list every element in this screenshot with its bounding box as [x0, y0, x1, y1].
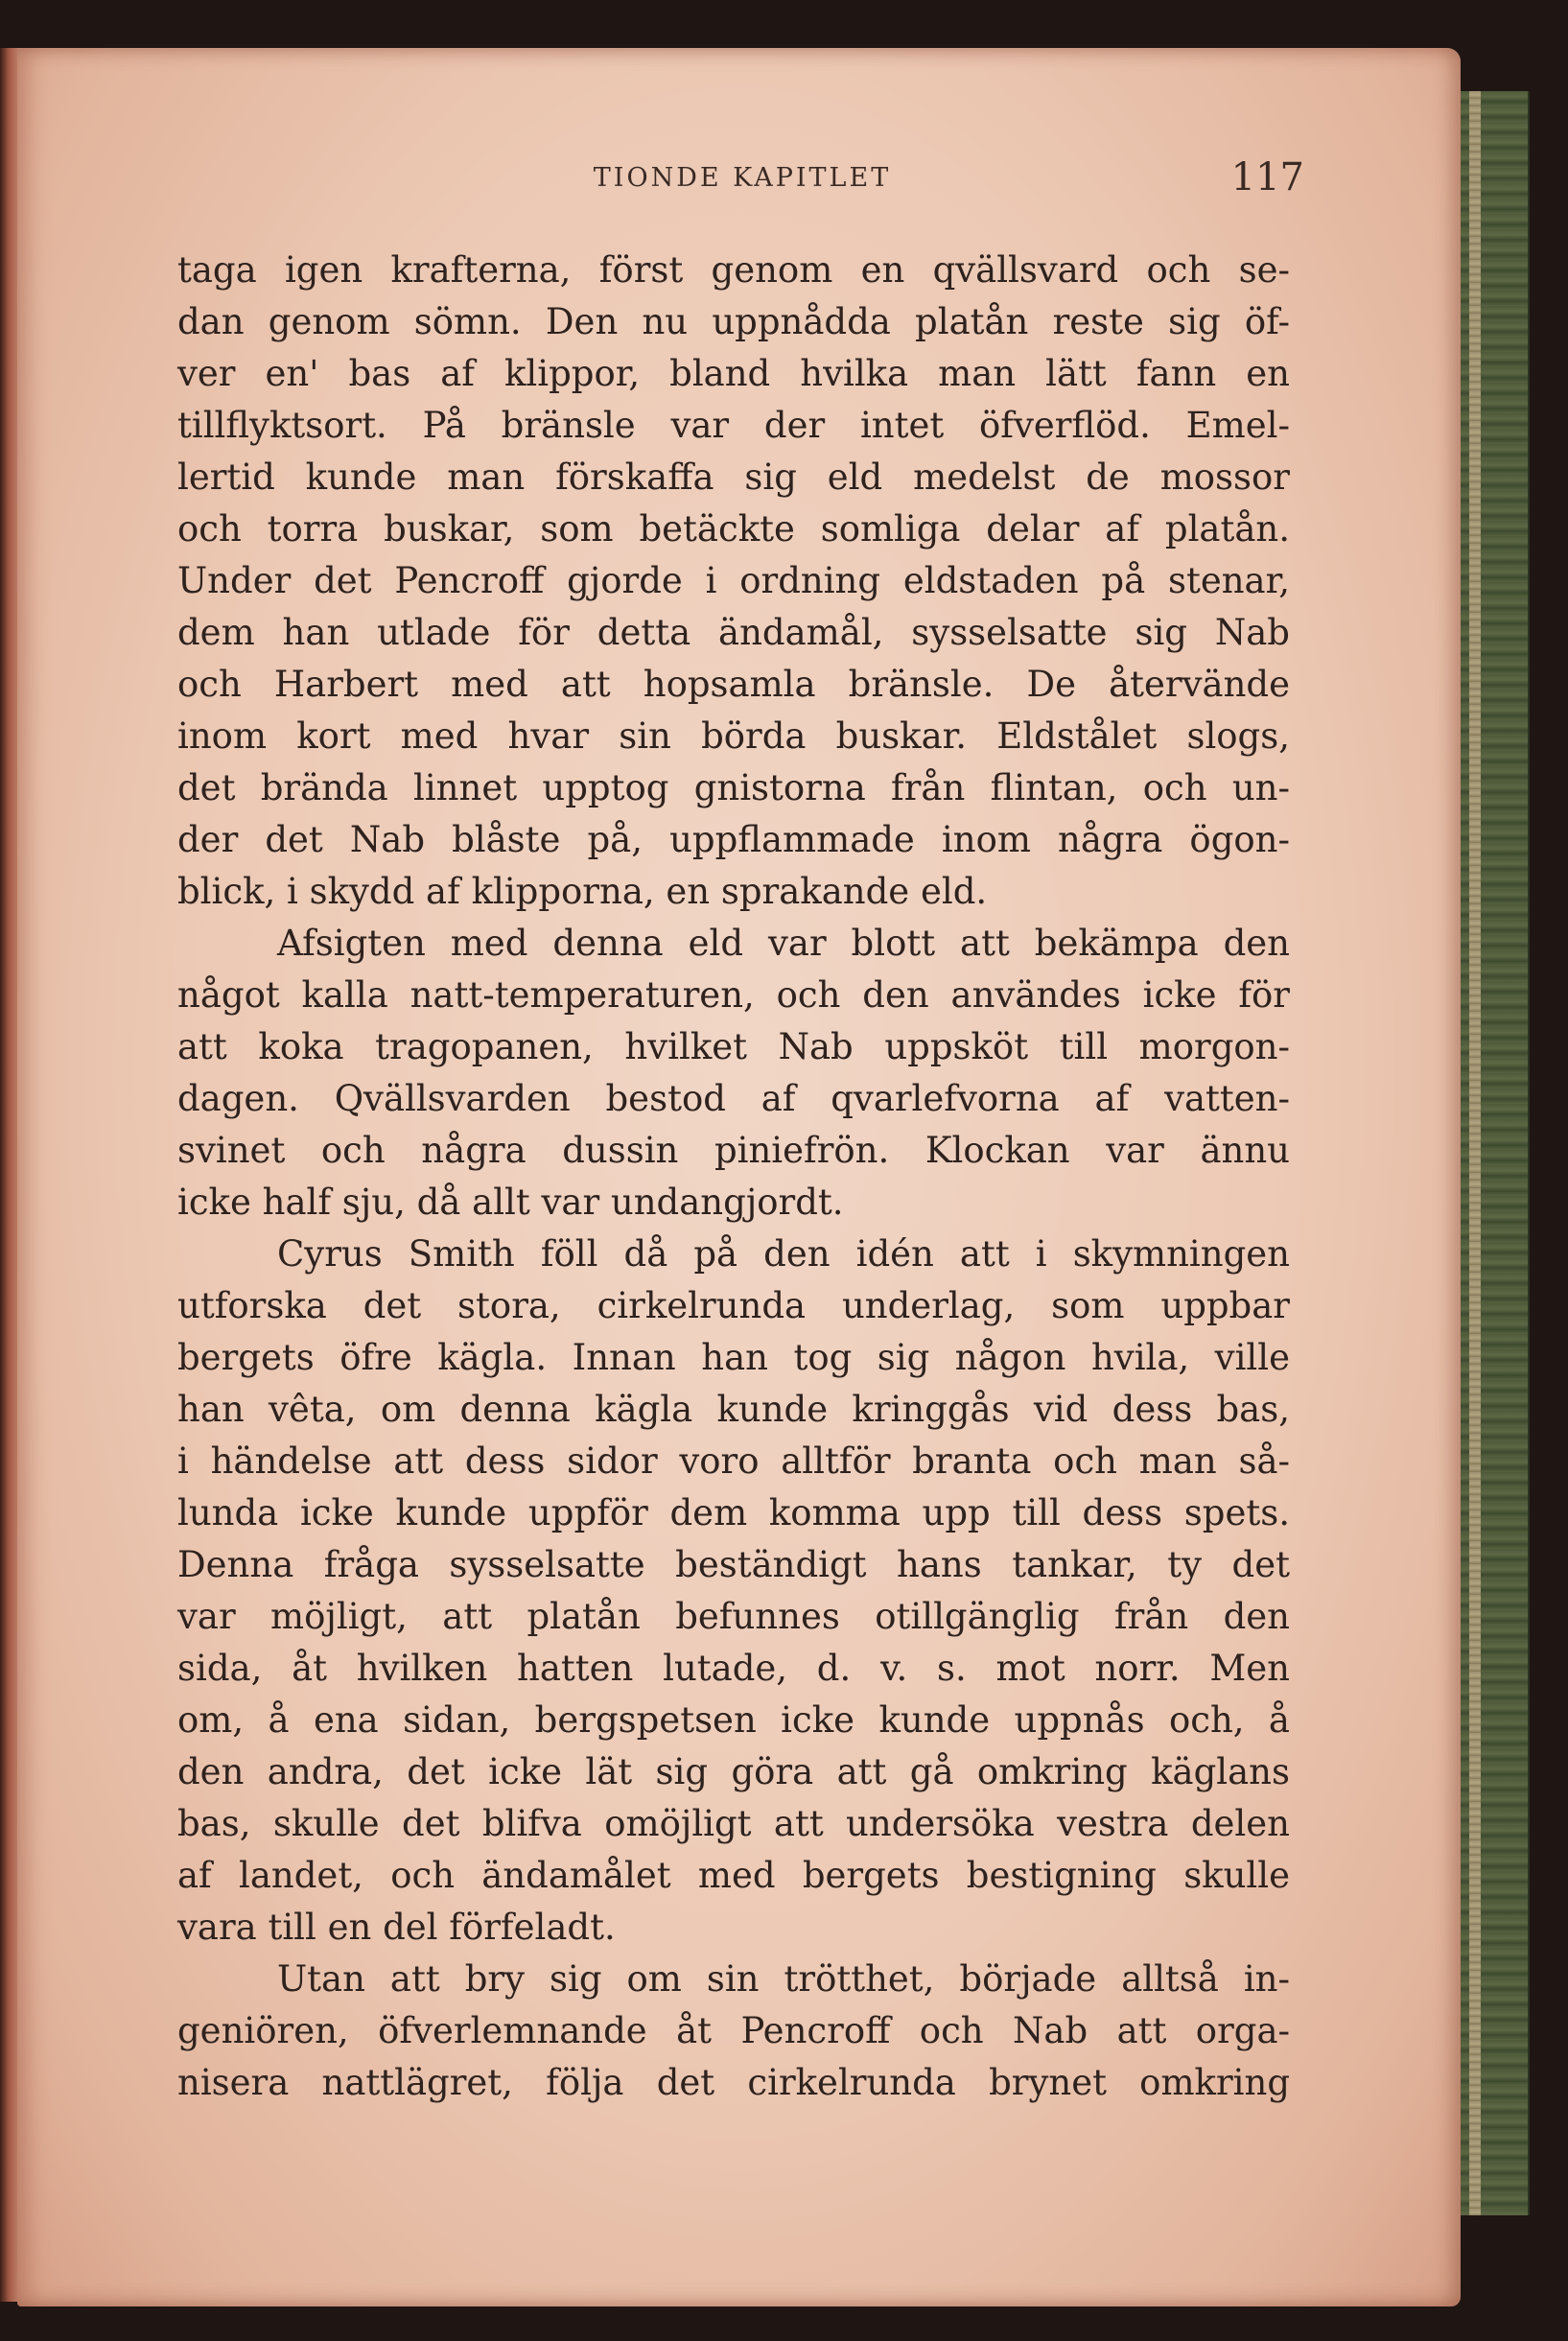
- text-line: den andra, det icke lät sig göra att gå omkring käglans: [177, 1751, 1290, 1792]
- text-line: taga igen krafterna, först genom en qvällsvard och se-: [177, 249, 1290, 291]
- text-line: Cyrus Smith föll då på den idén att i skymningen: [277, 1233, 1290, 1275]
- chapter-title: TIONDE KAPITLET: [593, 163, 892, 193]
- text-line: var möjligt, att platån befunnes otillgänglig från den: [177, 1596, 1290, 1637]
- body-text: [177, 245, 1290, 2109]
- text-line: dan genom sömn. Den nu uppnådda platån reste sig öf-: [177, 301, 1290, 342]
- text-line: lertid kunde man förskaffa sig eld medelst de mossor: [177, 456, 1290, 498]
- text-line: Afsigten med denna eld var blott att bekämpa den: [277, 923, 1290, 964]
- text-line: det brända linnet upptog gnistorna från flintan, och un-: [177, 767, 1290, 808]
- running-head: [180, 155, 1304, 213]
- text-line: nisera nattlägret, följa det cirkelrunda brynet omkring: [177, 2062, 1290, 2103]
- text-line: Under det Pencroff gjorde i ordning eldstaden på stenar,: [177, 560, 1290, 601]
- text-line: sida, åt hvilken hatten lutade, d. v. s. mot norr. Men: [177, 1648, 1290, 1689]
- text-line: blick, i skydd af klipporna, en sprakande eld.: [177, 871, 988, 912]
- text-line: lunda icke kunde uppför dem komma upp till dess spets.: [177, 1492, 1290, 1533]
- text-line: bas, skulle det blifva omöjligt att undersöka vestra delen: [177, 1803, 1290, 1844]
- text-line: i händelse att dess sidor voro alltför branta och man så-: [177, 1440, 1290, 1482]
- text-line: inom kort med hvar sin börda buskar. Eldstålet slogs,: [177, 715, 1290, 757]
- text-line: Denna fråga sysselsatte beständigt hans tankar, ty det: [177, 1544, 1290, 1585]
- text-line: ver en' bas af klippor, bland hvilka man lätt fann en: [177, 353, 1290, 394]
- text-line: utforska det stora, cirkelrunda underlag, som uppbar: [177, 1285, 1290, 1326]
- text-line: och torra buskar, som betäckte somliga delar af platån.: [177, 508, 1290, 550]
- text-line: något kalla natt-temperaturen, och den användes icke för: [177, 974, 1290, 1016]
- text-line: och Harbert med att hopsamla bränsle. De återvände: [177, 664, 1290, 705]
- text-line: svinet och några dussin piniefrön. Klockan var ännu: [177, 1130, 1290, 1171]
- binding-edge: [1469, 91, 1481, 2215]
- text-line: om, å ena sidan, bergspetsen icke kunde uppnås och, å: [177, 1699, 1290, 1741]
- text-line: Utan att bry sig om sin trötthet, började alltså in-: [277, 1958, 1290, 2000]
- page-number: 117: [1230, 155, 1304, 199]
- text-line: att koka tragopanen, hvilket Nab uppsköt till morgon-: [177, 1026, 1290, 1067]
- text-line: han vêta, om denna kägla kunde kringgås vid dess bas,: [177, 1389, 1290, 1430]
- text-line: bergets öfre kägla. Innan han tog sig någon hvila, ville: [177, 1337, 1290, 1378]
- text-line: geniören, öfverlemnande åt Pencroff och Nab att orga-: [177, 2010, 1290, 2051]
- text-line: vara till en del förfeladt.: [177, 1907, 616, 1948]
- text-line: der det Nab blåste på, uppflammade inom några ögon-: [177, 819, 1290, 860]
- text-line: dagen. Qvällsvarden bestod af qvarlefvorna af vatten-: [177, 1078, 1290, 1119]
- text-line: icke half sju, då allt var undangjordt.: [177, 1182, 844, 1223]
- text-line: dem han utlade för detta ändamål, sysselsatte sig Nab: [177, 612, 1290, 653]
- text-line: af landet, och ändamålet med bergets bestigning skulle: [177, 1855, 1290, 1896]
- text-line: tillflyktsort. På bränsle var der intet öfverflöd. Emel-: [177, 405, 1290, 446]
